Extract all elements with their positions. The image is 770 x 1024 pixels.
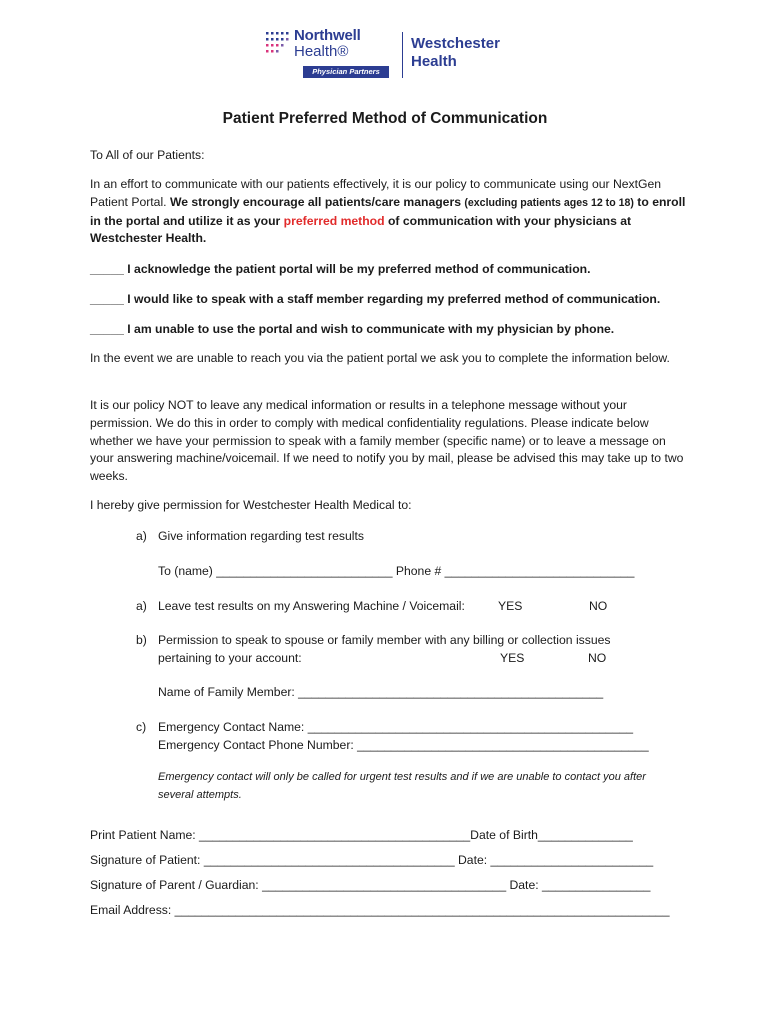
- family-no-option[interactable]: NO: [588, 651, 607, 665]
- permission-intro: I hereby give permission for Westchester Health Medical to:: [90, 498, 412, 512]
- intro-bold-3: of communication with your physicians at Westchester Health.: [90, 213, 632, 246]
- item-a1-marker: a): [136, 529, 147, 543]
- document-title: Patient Preferred Method of Communication: [222, 110, 548, 127]
- northwell-dots-icon: [266, 32, 290, 54]
- option-phone: _____ I am unable to use the portal and wish to communicate with my physician by phone.: [90, 322, 615, 336]
- physician-partners-badge: Physician Partners: [303, 66, 389, 78]
- logo-divider: [402, 32, 403, 78]
- patient-signature-line[interactable]: Signature of Patient: _____________________________________ Date: ________________________: [90, 853, 654, 867]
- guardian-signature-line[interactable]: Signature of Parent / Guardian: ____________________________________ Date: ________________: [90, 878, 651, 892]
- emergency-contact-phone-line[interactable]: Emergency Contact Phone Number: ___________________________________________: [158, 738, 649, 752]
- intro-paragraph: [90, 176, 688, 248]
- item-b-text-line2: pertaining to your account:: [158, 651, 302, 665]
- intro-text: In an effort to communicate with our patients effectively, it is our policy to communicate using our NextGen Patient Portal.: [90, 177, 662, 209]
- header-logos: [266, 28, 506, 82]
- policy-paragraph: It is our policy NOT to leave any medical information or results in a telephone message without your permission. We do this in order to comply with medical confidentiality regulations. Please indicate below whether we have your permission to speak with a family member (specific name) or to leave a message on your answering machine/voicemail. If we need to notify you by mail, please be advised this may take up to two weeks.: [90, 398, 684, 484]
- email-address-line[interactable]: Email Address: _________________________________________________________________________: [90, 903, 670, 917]
- item-c-marker: c): [136, 720, 147, 734]
- item-a1-text: Give information regarding test results: [158, 529, 364, 543]
- northwell-logo-name: Northwell: [294, 27, 361, 44]
- westchester-logo-line1: Westchester: [411, 35, 500, 52]
- option-portal-acknowledge: _____ I acknowledge the patient portal will be my preferred method of communication.: [90, 262, 591, 276]
- greeting: To All of our Patients:: [90, 148, 205, 162]
- northwell-logo-health: Health®: [294, 43, 349, 60]
- intro-preferred-method: preferred method: [283, 213, 385, 228]
- emergency-contact-note: Emergency contact will only be called for urgent test results and if we are unable to contact you after several attempts.: [158, 771, 646, 801]
- family-yes-option[interactable]: YES: [500, 651, 525, 665]
- item-a2-text: Leave test results on my Answering Machine / Voicemail:: [158, 599, 465, 613]
- emergency-contact-name-line[interactable]: Emergency Contact Name: ________________________________________________: [158, 720, 634, 734]
- intro-age-note: (excluding patients ages 12 to 18): [464, 196, 634, 209]
- option-speak-staff: _____ I would like to speak with a staff member regarding my preferred method of communication.: [90, 292, 661, 306]
- voicemail-no-option[interactable]: NO: [589, 599, 608, 613]
- print-patient-name-line[interactable]: Print Patient Name: ________________________________________Date of Birth______________: [90, 828, 633, 842]
- westchester-logo-line2: Health: [411, 53, 457, 70]
- voicemail-yes-option[interactable]: YES: [498, 599, 523, 613]
- item-a2-marker: a): [136, 599, 147, 613]
- item-b-marker: b): [136, 633, 147, 647]
- event-paragraph: In the event we are unable to reach you via the patient portal we ask you to complete the information below.: [90, 351, 670, 365]
- intro-bold-2: to enroll in the portal and utilize it as your: [90, 194, 686, 228]
- family-member-name-line[interactable]: Name of Family Member: _____________________________________________: [158, 685, 604, 699]
- to-name-phone-line: To (name) __________________________ Phone # ____________________________: [158, 564, 635, 578]
- intro-bold-1: We strongly encourage all patients/care managers: [169, 194, 465, 209]
- item-b-text-line1: Permission to speak to spouse or family member with any billing or collection issues: [158, 633, 611, 647]
